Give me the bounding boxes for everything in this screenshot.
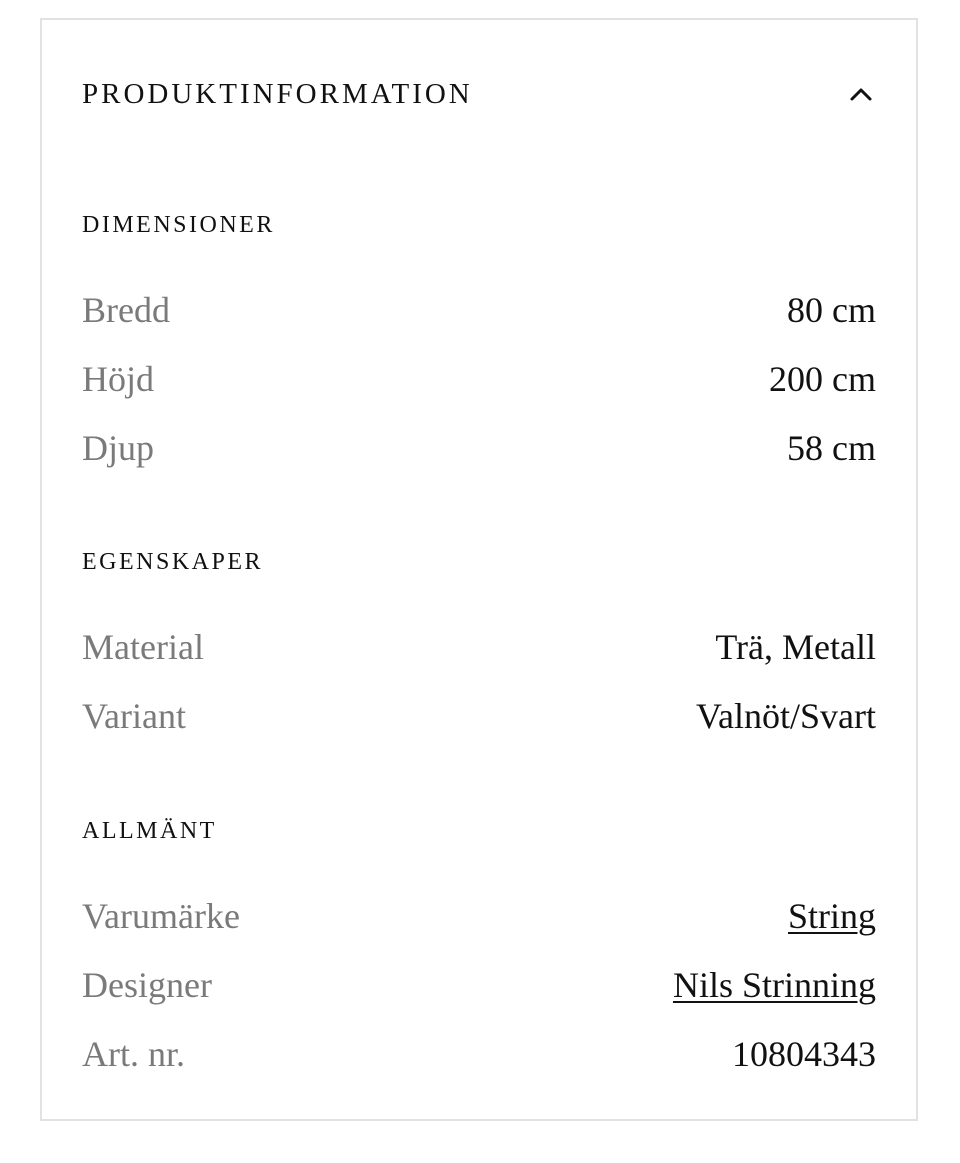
row-label: Variant <box>82 696 186 736</box>
row-value: 200 cm <box>769 359 876 399</box>
row-label: Designer <box>82 965 212 1005</box>
row-value: Valnöt/Svart <box>696 696 876 736</box>
brand-link[interactable]: String <box>787 896 876 936</box>
section-title-egenskaper: EGENSKAPER <box>82 549 264 575</box>
row-value: 58 cm <box>787 428 876 468</box>
row-label: Art. nr. <box>82 1034 185 1074</box>
info-row-art-nr <box>82 1029 876 1079</box>
row-label: Höjd <box>82 359 154 399</box>
product-info-header[interactable] <box>82 72 876 116</box>
row-label: Djup <box>82 428 154 468</box>
info-row-bredd <box>82 285 876 335</box>
info-row-material <box>82 622 876 672</box>
row-label: Varumärke <box>82 896 240 936</box>
row-value: Trä, Metall <box>715 627 876 667</box>
info-row-designer <box>82 960 876 1010</box>
row-label: Material <box>82 627 204 667</box>
info-row-hojd <box>82 354 876 404</box>
section-title-dimensioner: DIMENSIONER <box>82 212 275 238</box>
product-info-panel <box>40 18 918 1121</box>
row-value: 10804343 <box>732 1034 876 1074</box>
row-value: 80 cm <box>787 290 876 330</box>
info-row-variant <box>82 691 876 741</box>
designer-link[interactable]: Nils Strinning <box>672 965 876 1005</box>
info-row-djup <box>82 423 876 473</box>
chevron-up-icon[interactable] <box>846 79 876 109</box>
section-title-allmant: ALLMÄNT <box>82 818 217 844</box>
product-info-title: PRODUKTINFORMATION <box>82 77 473 110</box>
info-row-varumarke <box>82 891 876 941</box>
row-label: Bredd <box>82 290 170 330</box>
